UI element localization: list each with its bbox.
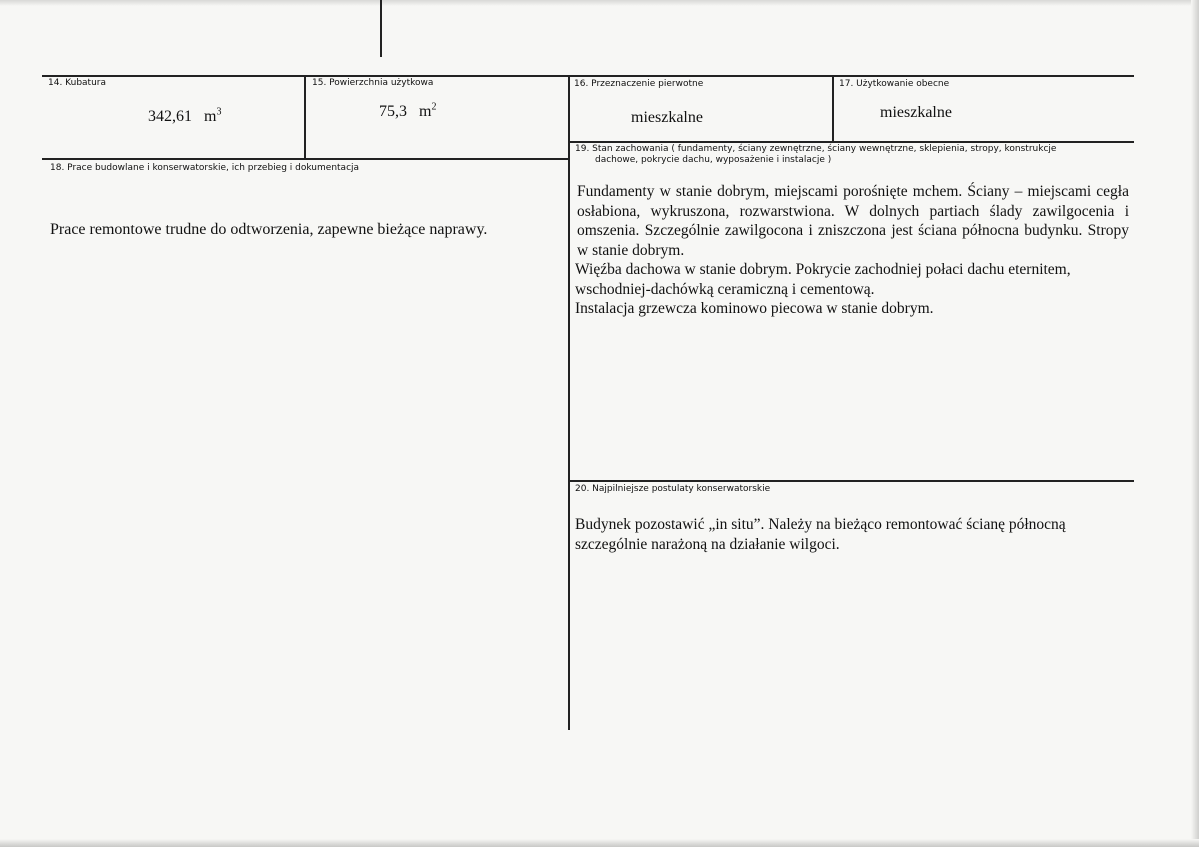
field-16-value: mieszkalne — [631, 109, 703, 126]
field-16-label: 16. Przeznaczenie pierwotne — [574, 79, 704, 89]
field-18-text: Prace remontowe trudne do odtworzenia, zapewne bieżące naprawy. — [50, 221, 488, 238]
field-18-label: 18. Prace budowlane i konserwatorskie, ich przebieg i dokumentacja — [50, 163, 360, 173]
area-unit: m — [419, 103, 432, 120]
field-19-text — [575, 182, 1129, 319]
condition-paragraph-installation: Instalacja grzewcza kominowo piecowa w stanie dobrym. — [575, 300, 934, 317]
condition-paragraph-roof: Więźba dachowa w stanie dobrym. Pokrycie zachodniej połaci dachu eternitem, wschodniej-dachówką ceramiczną i cementową. — [575, 261, 1071, 298]
field-14-value — [148, 108, 221, 126]
field-17-value: mieszkalne — [880, 104, 952, 121]
field-14-label: 14. Kubatura — [48, 78, 107, 88]
divider-line — [568, 75, 570, 730]
field-20-text: Budynek pozostawić „in situ”. Należy na bieżąco remontować ścianę północną szczególnie narażoną na działanie wilgoci. — [575, 516, 1066, 553]
divider-line — [568, 141, 1134, 143]
field-17-label: 17. Użytkowanie obecne — [839, 79, 950, 89]
scan-edge — [1191, 0, 1199, 847]
divider-line — [304, 75, 306, 158]
field-19-label-line1: 19. Stan zachowania ( fundamenty, ściany zewnętrzne, ściany wewnętrzne, sklepienia, stropy, konstrukcje — [575, 144, 1057, 154]
cubature-unit: m — [204, 108, 217, 125]
cubature-unit-exponent: 3 — [216, 106, 222, 118]
area-unit-exponent: 2 — [431, 101, 437, 113]
scan-edge — [0, 839, 1199, 847]
divider-line — [832, 75, 834, 143]
area-number: 75,3 — [379, 103, 407, 120]
field-15-value — [379, 103, 436, 121]
condition-paragraph-structure: Fundamenty w stanie dobrym, miejscami porośnięte mchem. Ściany – miejscami cegła osłabiona, wykruszona, rozwarstwiona. W dolnych partiach ślady zawilgocenia i omszenia. Szczególnie zawilgocona i zniszczona jest ściana północna budynku. Stropy w stanie dobrym. — [577, 183, 1129, 259]
divider-line — [42, 75, 570, 77]
divider-line — [568, 75, 1134, 77]
field-20-label: 20. Najpilniejsze postulaty konserwatorskie — [575, 484, 771, 494]
cubature-number: 342,61 — [148, 108, 192, 125]
field-19-label-line2: dachowe, pokrycie dachu, wyposażenie i instalacje ) — [595, 155, 832, 165]
divider-line — [568, 480, 1134, 482]
field-15-label: 15. Powierzchnia użytkowa — [312, 78, 434, 88]
divider-line — [42, 158, 570, 160]
divider-line — [380, 0, 382, 57]
field-19-label — [575, 144, 1095, 166]
scan-edge — [0, 0, 1199, 6]
